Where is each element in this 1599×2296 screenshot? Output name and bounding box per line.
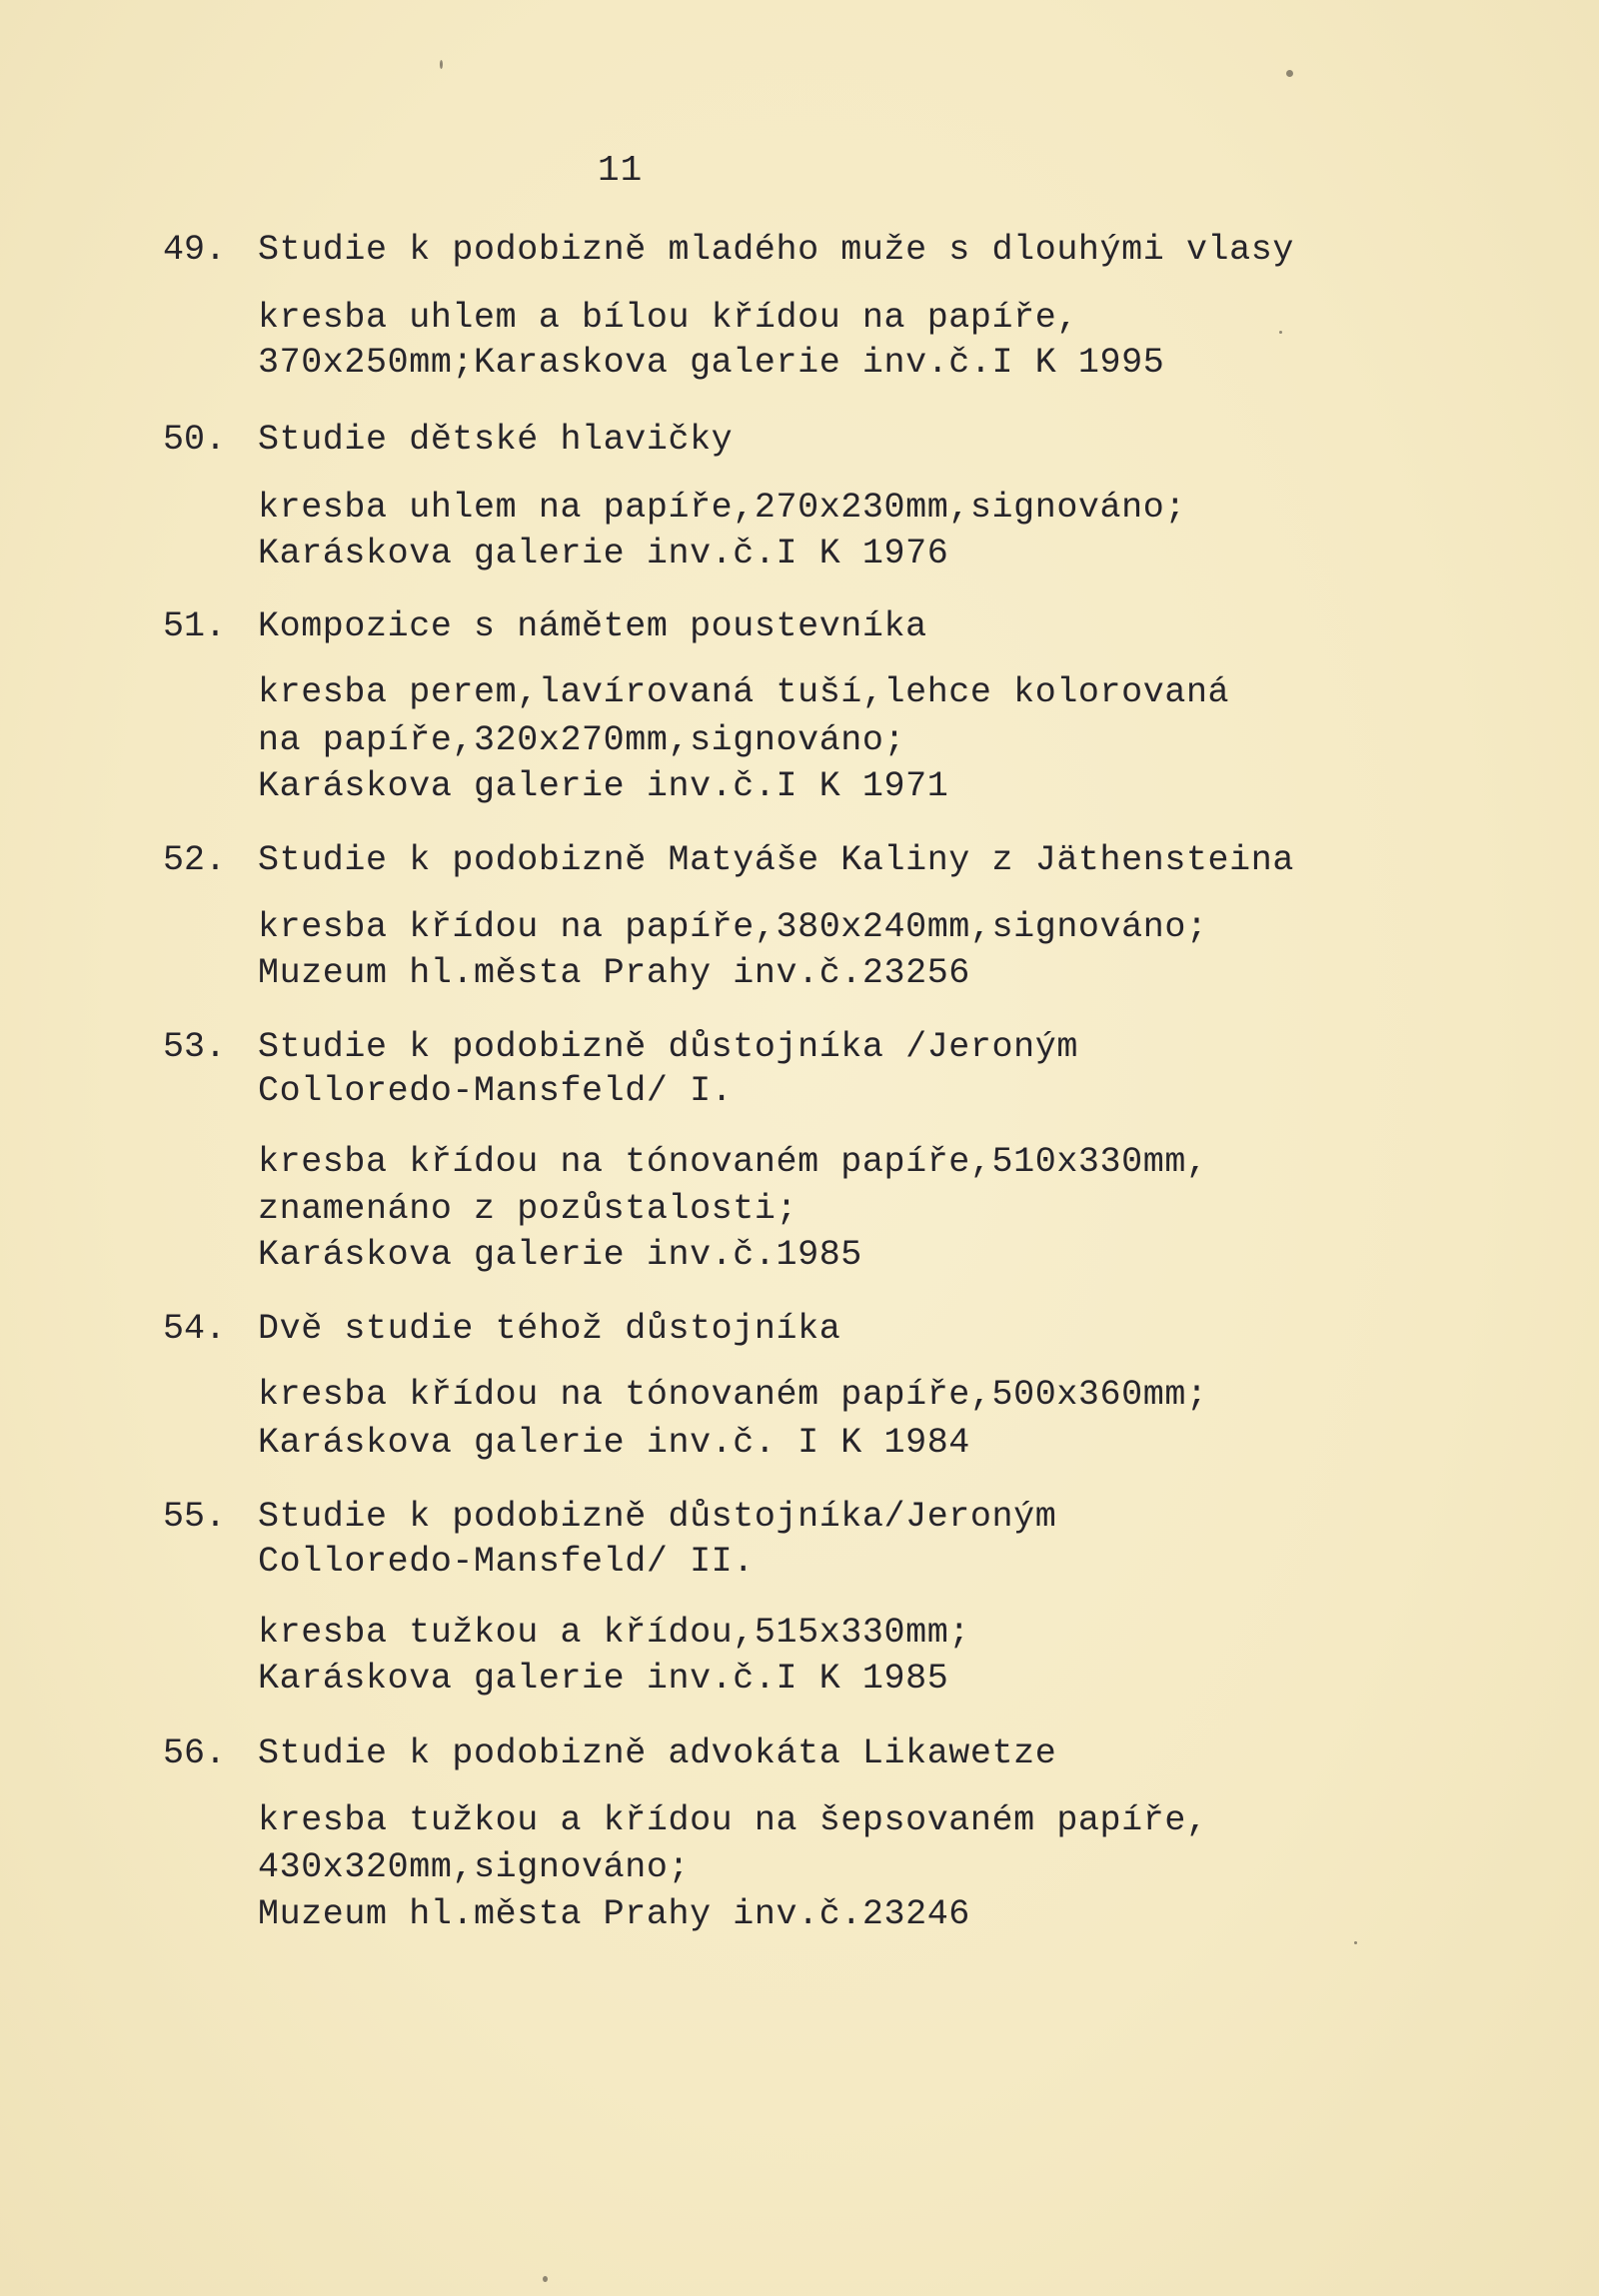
entry-detail-line: Karáskova galerie inv.č.1985: [258, 1235, 862, 1275]
entry-title-line: Studie dětské hlavičky: [258, 420, 734, 460]
entry-number: 52.: [163, 840, 227, 880]
entry-title-line: Dvě studie téhož důstojníka: [258, 1309, 841, 1349]
entry-title-line: Studie k podobizně mladého muže s dlouhými vlasy: [258, 230, 1294, 270]
entry-number: 53.: [163, 1027, 227, 1067]
page-number: 11: [598, 150, 644, 191]
paper-speck: [1279, 331, 1282, 334]
entry-detail-line: Karáskova galerie inv.č.I K 1971: [258, 766, 949, 806]
entry-number: 49.: [163, 230, 227, 270]
entry-title-line: Colloredo-Mansfeld/ I.: [258, 1071, 734, 1111]
entry-title-line: Kompozice s námětem poustevníka: [258, 606, 927, 646]
paper-speck: [440, 60, 443, 69]
entry-number: 51.: [163, 606, 227, 646]
entry-title-line: Studie k podobizně důstojníka /Jeroným: [258, 1027, 1078, 1067]
paper-speck: [543, 2276, 548, 2282]
entry-detail-line: kresba křídou na tónovaném papíře,510x330mm,: [258, 1142, 1208, 1182]
entry-detail-line: kresba tužkou a křídou na šepsovaném papíře,: [258, 1800, 1208, 1840]
entry-title-line: Studie k podobizně důstojníka/Jeroným: [258, 1497, 1057, 1537]
entry-number: 55.: [163, 1497, 227, 1537]
entry-detail-line: kresba uhlem a bílou křídou na papíře,: [258, 298, 1078, 338]
entry-title-line: Colloredo-Mansfeld/ II.: [258, 1542, 755, 1582]
entry-detail-line: na papíře,320x270mm,signováno;: [258, 720, 906, 760]
entry-detail-line: Muzeum hl.města Prahy inv.č.23256: [258, 953, 970, 993]
entry-title-line: Studie k podobizně Matyáše Kaliny z Jäthensteina: [258, 840, 1294, 880]
entry-number: 56.: [163, 1733, 227, 1773]
entry-detail-line: Karáskova galerie inv.č.I K 1985: [258, 1659, 949, 1699]
entry-detail-line: kresba tužkou a křídou,515x330mm;: [258, 1613, 970, 1653]
entry-detail-line: Karáskova galerie inv.č.I K 1976: [258, 534, 949, 574]
paper-speck: [1286, 70, 1293, 77]
entry-detail-line: Karáskova galerie inv.č. I K 1984: [258, 1423, 970, 1463]
entry-detail-line: kresba uhlem na papíře,270x230mm,signováno;: [258, 488, 1186, 528]
entry-title-line: Studie k podobizně advokáta Likawetze: [258, 1733, 1057, 1773]
entry-detail-line: 430x320mm,signováno;: [258, 1847, 691, 1887]
entry-detail-line: kresba křídou na tónovaném papíře,500x360mm;: [258, 1375, 1208, 1415]
entry-detail-line: znamenáno z pozůstalosti;: [258, 1189, 799, 1229]
entry-number: 54.: [163, 1309, 227, 1349]
entry-number: 50.: [163, 420, 227, 460]
paper-speck: [1354, 1941, 1357, 1944]
entry-detail-line: kresba perem,lavírovaná tuší,lehce kolorovaná: [258, 672, 1230, 712]
entry-detail-line: 370x250mm;Karaskova galerie inv.č.I K 1995: [258, 343, 1165, 383]
entry-detail-line: kresba křídou na papíře,380x240mm,signováno;: [258, 907, 1208, 947]
entry-detail-line: Muzeum hl.města Prahy inv.č.23246: [258, 1894, 970, 1934]
